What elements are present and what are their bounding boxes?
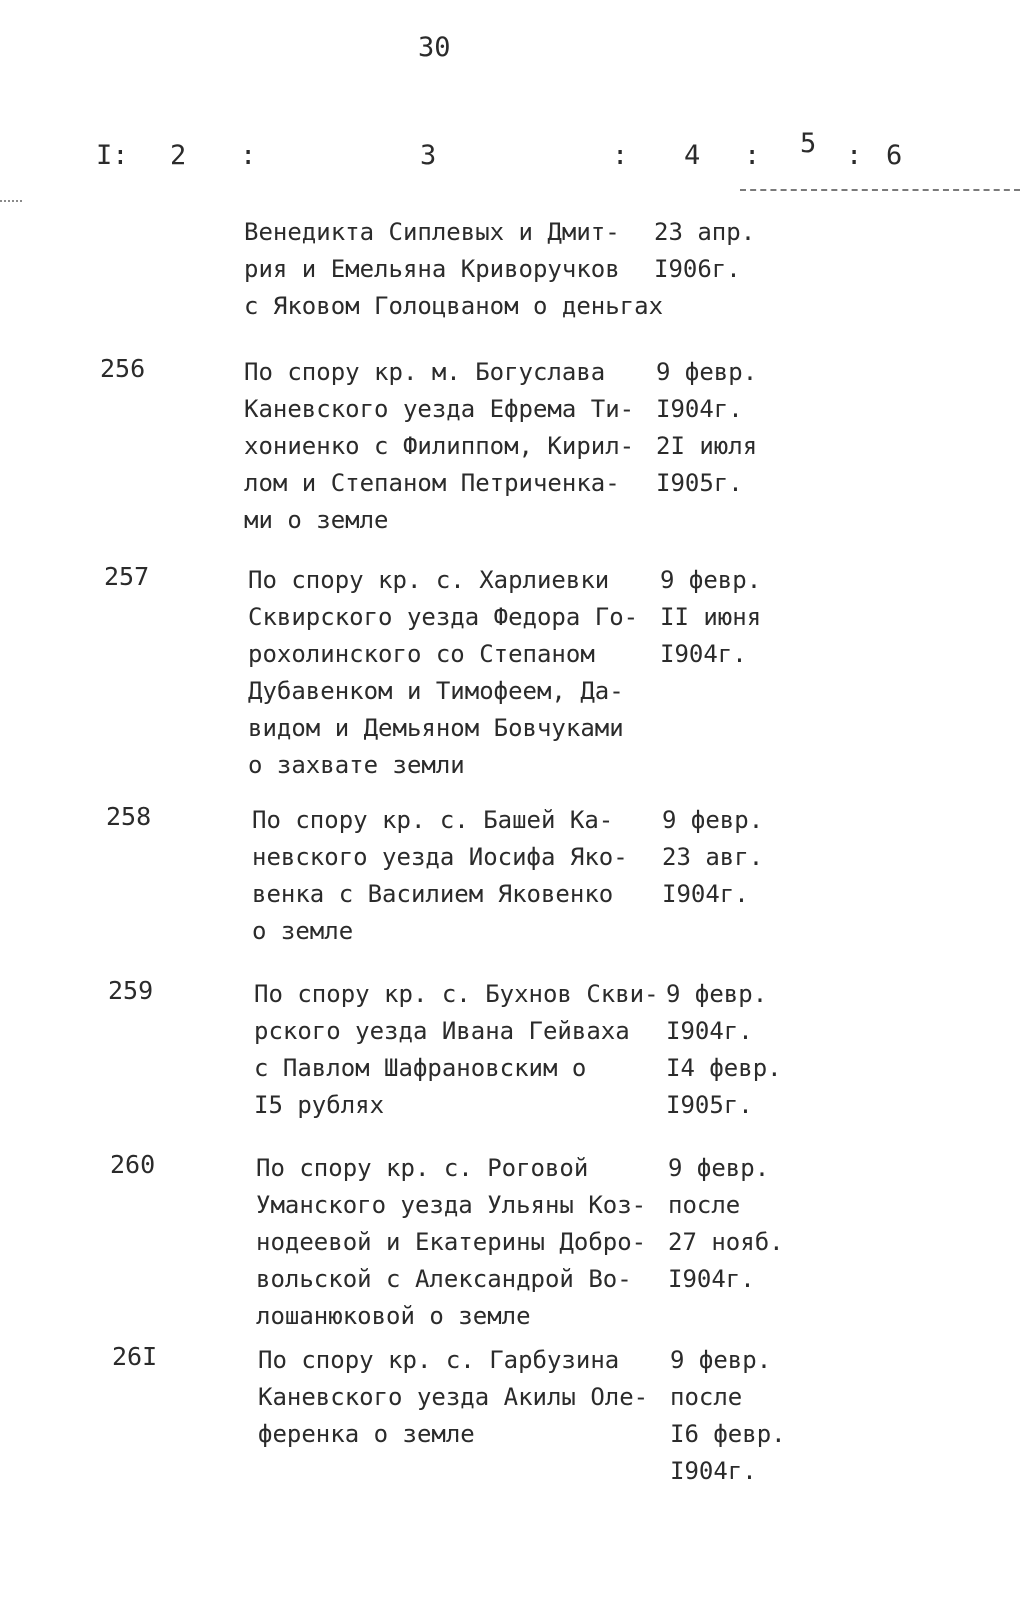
record-description: Венедикта Сиплевых и Дмит- рия и Емельяна Криворучков с Яковом Голоцваном о деньгах	[244, 218, 664, 320]
record-description: По спору кр. с. Башей Ка- невского уезда Иосифа Яко- венка с Василием Яковенко о земле	[252, 806, 628, 945]
record-description: По спору кр. с. Гарбузина Каневского уезда Акилы Оле- ференка о земле	[258, 1346, 649, 1448]
column-header-6: 6	[886, 140, 903, 171]
column-header-3: 3	[420, 140, 437, 171]
record-number: 260	[110, 1150, 156, 1179]
record-dates: 23 апр. I906г.	[654, 218, 756, 283]
record-dates: 9 февр. 23 авг. I904г.	[662, 806, 764, 908]
record-number: 26I	[112, 1342, 158, 1371]
edge-mark	[0, 200, 22, 202]
record-number: 256	[100, 354, 146, 383]
column-separator: :	[744, 140, 761, 171]
column-separator: :	[612, 140, 629, 171]
record-dates: 9 февр. I904г. 2I июля I905г.	[656, 358, 758, 497]
record-dates: 9 февр. II июня I904г.	[660, 566, 762, 668]
record-dates: 9 февр. I904г. I4 февр. I905г.	[666, 980, 782, 1119]
column-header-4: 4	[684, 140, 701, 171]
header-rule	[740, 189, 1020, 191]
page-number: 30	[418, 32, 451, 63]
column-separator: :	[846, 140, 863, 171]
column-header-1: I:	[96, 140, 129, 171]
record-description: По спору кр. м. Богуслава Каневского уезда Ефрема Ти- хониенко с Филиппом, Кирил- лом и Степаном Петриченка- ми о земле	[244, 358, 635, 534]
record-number: 257	[104, 562, 150, 591]
column-separator: :	[240, 140, 257, 171]
record-description: По спору кр. с. Харлиевки Сквирского уезда Федора Го- рохолинского со Степаном Дубавенком и Тимофеем, Да- видом и Демьяном Бовчуками о захвате земли	[248, 566, 639, 779]
record-dates: 9 февр. после 27 нояб. I904г.	[668, 1154, 784, 1293]
column-header-2: 2	[170, 140, 187, 171]
record-number: 259	[108, 976, 154, 1005]
column-header-5: 5	[800, 128, 817, 159]
record-description: По спору кр. с. Роговой Уманского уезда Ульяны Коз- нодеевой и Екатерины Добро- вольской с Александрой Во- лошанюковой о земле	[256, 1154, 647, 1330]
record-dates: 9 февр. после I6 февр. I904г.	[670, 1346, 786, 1485]
record-description: По спору кр. с. Бухнов Скви- рского уезда Ивана Гейваха с Павлом Шафрановским о I5 рублях	[254, 980, 659, 1119]
record-number: 258	[106, 802, 152, 831]
